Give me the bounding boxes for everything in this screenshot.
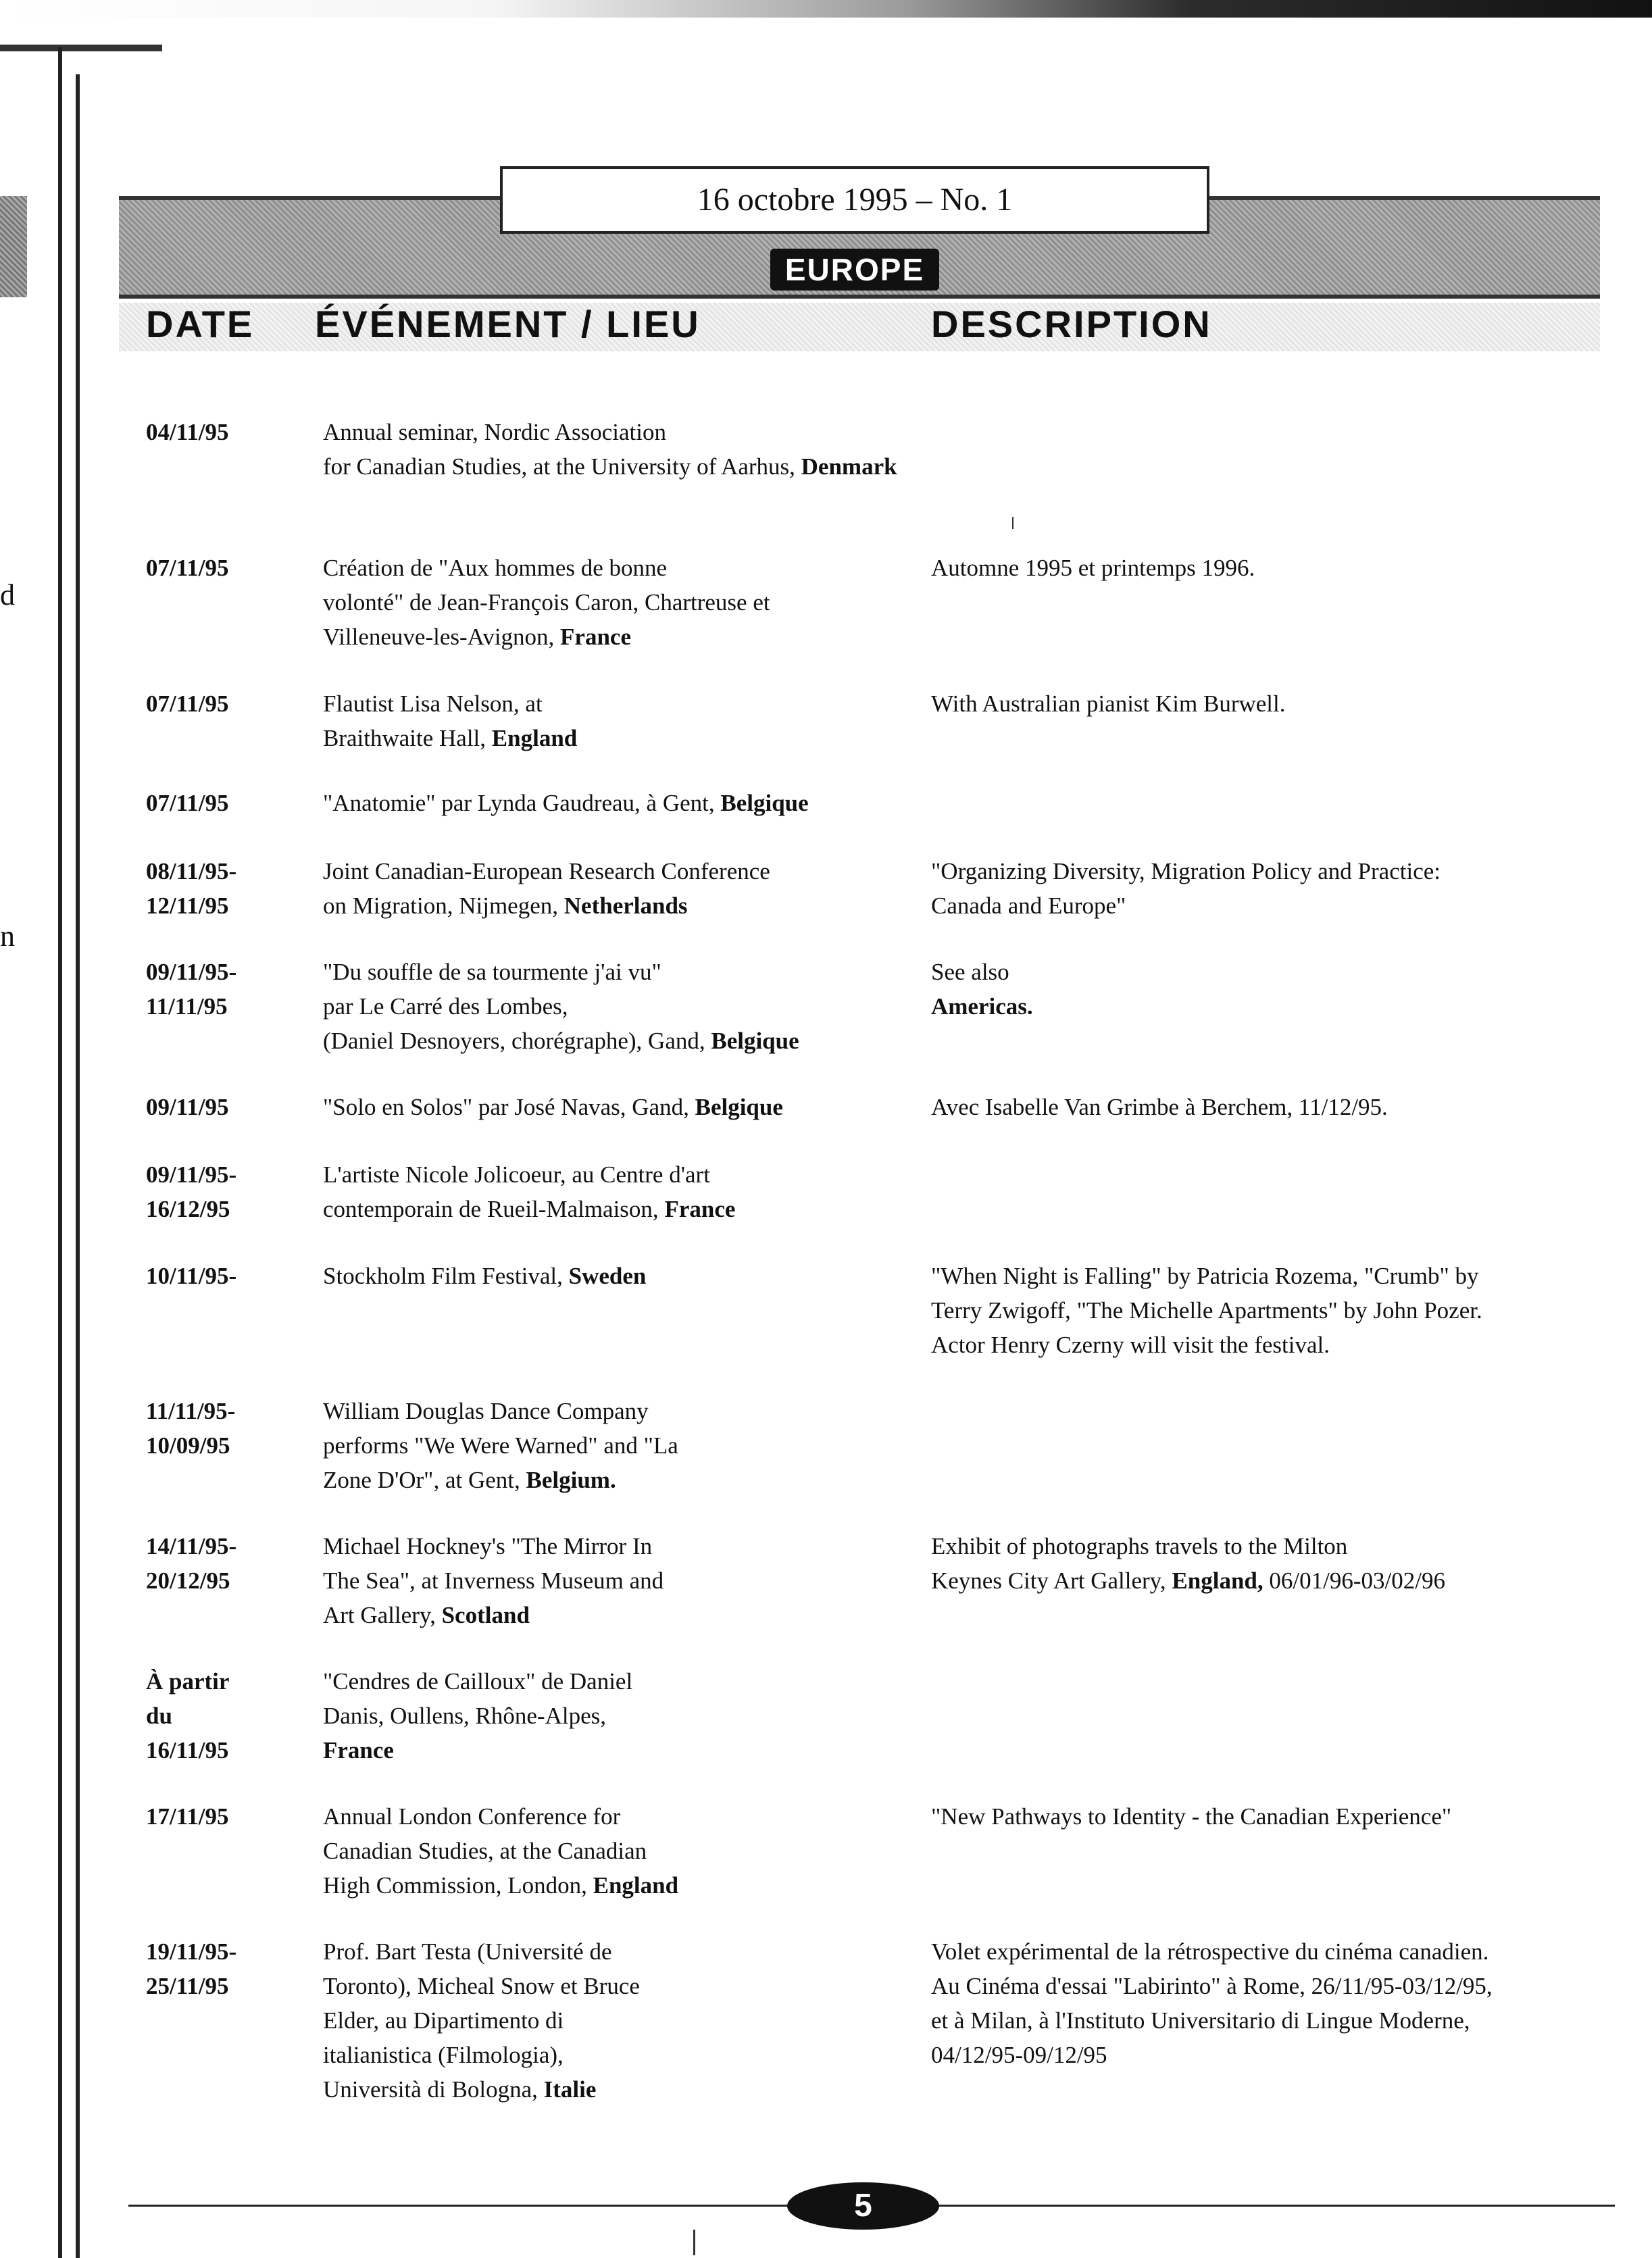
region-title: EUROPE xyxy=(770,249,939,291)
event-text: "Du souffle de sa tourmente j'ai vu" par Le Carré des Lombes, (Daniel Desnoyers, chorégraphe), Gand, xyxy=(323,959,705,1054)
event-date: 07/11/95 xyxy=(146,790,229,816)
event-text: Annual seminar, Nordic Association for Canadian Studies, at the University of Aarhus, xyxy=(323,419,795,480)
event-description xyxy=(931,1529,1607,1598)
event-date: 09/11/95 xyxy=(146,1094,229,1120)
margin-fragment: d xyxy=(0,578,15,611)
event-country: England xyxy=(593,1872,679,1899)
event-venue xyxy=(323,1090,897,1124)
column-header-date: DATE xyxy=(146,303,255,345)
event-venue xyxy=(323,854,897,923)
event-country: Belgium. xyxy=(526,1467,616,1493)
description-emphasis: England, xyxy=(1172,1567,1263,1594)
scan-speck xyxy=(1012,517,1013,529)
event-venue xyxy=(323,786,897,820)
event-country: Netherlands xyxy=(564,893,688,919)
event-text: Création de "Aux hommes de bonne volonté" de Jean-François Caron, Chartreuse et Villeneuve-les-Avignon, xyxy=(323,555,770,650)
event-text: Joint Canadian-European Research Conference on Migration, Nijmegen, xyxy=(323,858,770,919)
column-header-description: DESCRIPTION xyxy=(931,303,1212,345)
description-text: "When Night is Falling" by Patricia Rozema, "Crumb" by Terry Zwigoff, "The Michelle Apartments" by John Pozer. Actor Henry Czerny will visit the festival. xyxy=(931,1263,1482,1358)
event-country: France xyxy=(664,1196,736,1222)
event-description xyxy=(931,1934,1607,2072)
event-venue xyxy=(323,1529,897,1632)
page-number: 5 xyxy=(787,2182,939,2230)
event-text: "Cendres de Cailloux" de Daniel Danis, Oullens, Rhône-Alpes, xyxy=(323,1668,633,1729)
event-venue xyxy=(323,1259,897,1293)
description-text: See also xyxy=(931,959,1009,985)
description-text: "Organizing Diversity, Migration Policy and Practice: Canada and Europe" xyxy=(931,858,1441,919)
event-date: 07/11/95 xyxy=(146,691,229,717)
event-date: 07/11/95 xyxy=(146,555,229,581)
event-date: 19/11/95- 25/11/95 xyxy=(146,1938,237,1999)
event-country: Belgique xyxy=(711,1028,799,1054)
event-date: 09/11/95- 11/11/95 xyxy=(146,959,237,1020)
event-text: Michael Hockney's "The Mirror In The Sea", at Inverness Museum and Art Gallery, xyxy=(323,1533,664,1628)
event-country: France xyxy=(323,1737,394,1763)
event-country: Sweden xyxy=(568,1263,647,1289)
event-date: 17/11/95 xyxy=(146,1803,229,1830)
event-country: Italie xyxy=(543,2076,597,2103)
binding-rule xyxy=(76,74,80,2258)
event-country: Denmark xyxy=(801,453,897,480)
event-venue xyxy=(323,1664,897,1767)
description-text: Automne 1995 et printemps 1996. xyxy=(931,555,1255,581)
event-date: 10/11/95- xyxy=(146,1263,237,1289)
event-date: À partir du 16/11/95 xyxy=(146,1668,230,1763)
event-country: Belgique xyxy=(720,790,809,816)
description-tail: 06/01/96-03/02/96 xyxy=(1263,1567,1445,1594)
event-date: 11/11/95- 10/09/95 xyxy=(146,1398,236,1459)
description-text: "New Pathways to Identity - the Canadian Experience" xyxy=(931,1803,1452,1830)
event-description xyxy=(931,1259,1607,1362)
issue-date: 16 octobre 1995 – No. 1 xyxy=(500,166,1209,234)
event-date: 04/11/95 xyxy=(146,419,229,445)
event-venue xyxy=(323,551,897,654)
event-description xyxy=(931,1799,1607,1834)
event-text: Flautist Lisa Nelson, at Braithwaite Hall, xyxy=(323,691,543,751)
adjacent-page-fragment xyxy=(0,196,27,297)
event-date: 14/11/95- 20/12/95 xyxy=(146,1533,237,1594)
event-text: L'artiste Nicole Jolicoeur, au Centre d'art contemporain de Rueil-Malmaison, xyxy=(323,1161,710,1222)
description-text: Avec Isabelle Van Grimbe à Berchem, 11/12/95. xyxy=(931,1094,1388,1120)
event-date: 09/11/95- 16/12/95 xyxy=(146,1161,237,1222)
event-text: Annual London Conference for Canadian Studies, at the Canadian High Commission, London, xyxy=(323,1803,647,1899)
description-text: With Australian pianist Kim Burwell. xyxy=(931,691,1286,717)
event-description xyxy=(931,854,1607,923)
event-venue xyxy=(323,1157,897,1226)
event-venue xyxy=(323,955,897,1058)
binding-rule xyxy=(58,47,62,2258)
event-description xyxy=(931,955,1607,1024)
event-country: England xyxy=(491,725,578,751)
event-text: Prof. Bart Testa (Université de Toronto), Micheal Snow et Bruce Elder, au Dipartimento di italianistica (Filmologia), Università di Bologna, xyxy=(323,1938,640,2103)
description-text: Volet expérimental de la rétrospective du cinéma canadien. Au Cinéma d'essai "Labirinto" à Rome, 26/11/95-03/12/95, et à Milan, à l'Instituto Universitario di Lingue Moderne, 04/12/95-09/12/95 xyxy=(931,1938,1493,2068)
event-text: William Douglas Dance Company performs "We Were Warned" and "La Zone D'Or", at Gent, xyxy=(323,1398,678,1493)
event-country: Belgique xyxy=(695,1094,783,1120)
margin-fragment: n xyxy=(0,920,15,953)
column-header-event: ÉVÉNEMENT / LIEU xyxy=(315,303,701,345)
description-text: Exhibit of photographs travels to the Milton Keynes City Art Gallery, xyxy=(931,1533,1348,1594)
event-date: 08/11/95- 12/11/95 xyxy=(146,858,237,919)
event-description xyxy=(931,551,1607,585)
description-emphasis: Americas. xyxy=(931,993,1033,1020)
event-venue xyxy=(323,415,897,484)
event-venue xyxy=(323,1799,897,1903)
event-description xyxy=(931,686,1607,721)
event-venue xyxy=(323,1934,897,2107)
event-text: "Anatomie" par Lynda Gaudreau, à Gent, xyxy=(323,790,715,816)
binding-edge xyxy=(0,45,162,51)
event-country: Scotland xyxy=(441,1602,530,1628)
event-venue xyxy=(323,686,897,755)
event-description xyxy=(931,1090,1607,1124)
event-venue xyxy=(323,1394,897,1497)
scan-top-edge xyxy=(0,0,1652,18)
event-text: Stockholm Film Festival, xyxy=(323,1263,563,1289)
event-text: "Solo en Solos" par José Navas, Gand, xyxy=(323,1094,689,1120)
event-country: France xyxy=(560,624,631,650)
center-mark xyxy=(693,2230,695,2255)
